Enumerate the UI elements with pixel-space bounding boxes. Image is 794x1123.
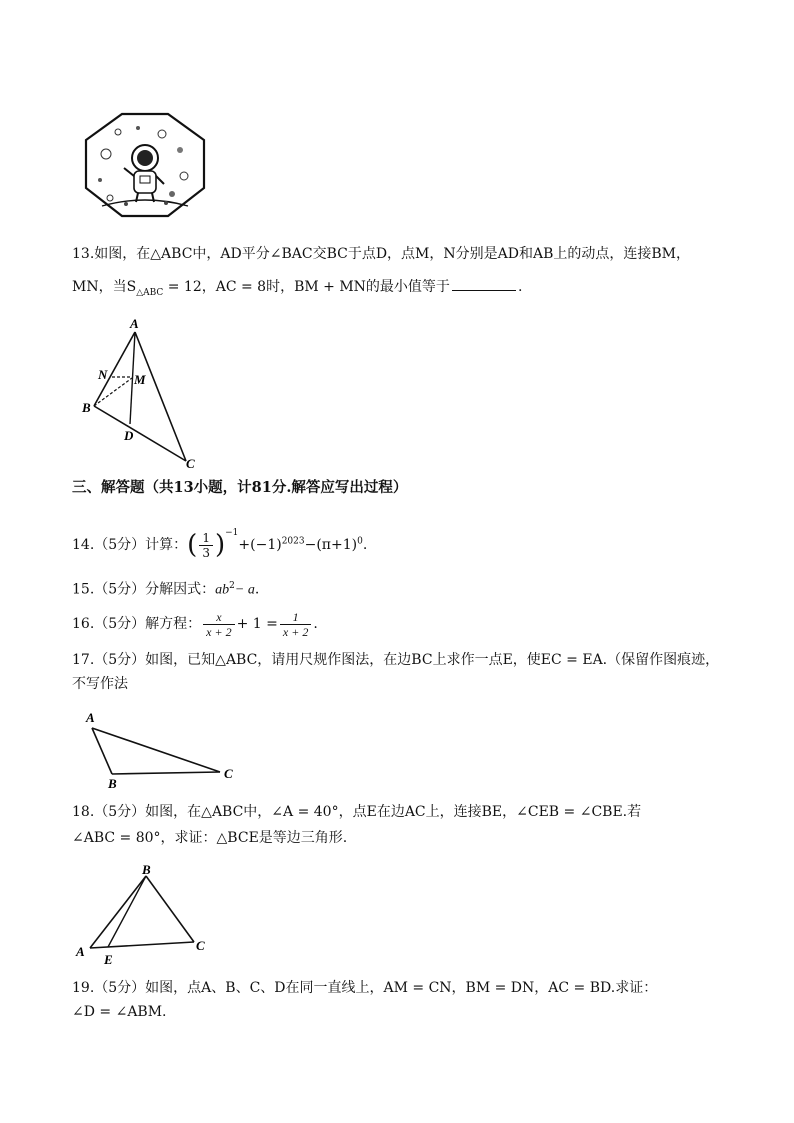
q17-label-A: A — [86, 710, 95, 725]
q15-exp: 2 — [229, 581, 235, 591]
q15-expr-a: ab — [215, 582, 230, 598]
q13-text-line2b: = 12，AC = 8时，BM + MN的最小值等于 — [167, 279, 450, 295]
q14-prefix: 14.（5分）计算： — [72, 537, 188, 553]
q16-line — [72, 606, 318, 642]
q14-exp3: 0 — [357, 536, 363, 547]
q13-answer-blank[interactable] — [452, 276, 516, 291]
q16-rhs-den: x + 2 — [282, 624, 309, 639]
q18-label-E: E — [104, 952, 113, 966]
q16-mid: + 1 = — [236, 616, 278, 632]
q13-number: 13. — [72, 246, 95, 262]
q16-rhs-fraction — [280, 610, 311, 639]
q17-label-C: C — [224, 766, 233, 781]
q13-line1 — [72, 244, 690, 264]
q19-line2: ∠D = ∠ABM. — [72, 1004, 167, 1020]
q14-exp1: −1 — [225, 528, 239, 538]
q14-right-paren: ) — [214, 530, 226, 560]
q16-lhs-num: x — [203, 610, 234, 625]
q14-line — [72, 518, 368, 560]
q17-line2: 不写作法 — [72, 676, 128, 692]
q17-line1: 17.（5分）如图，已知△ABC，请用尺规作图法，在边BC上求作一点E，使EC = EA.（保留作图痕迹， — [72, 652, 720, 668]
q18-triangle-figure — [72, 860, 222, 966]
q14-fraction — [199, 531, 213, 560]
q16-rhs-num: 1 — [280, 610, 311, 625]
q18-label-B: B — [142, 862, 151, 877]
q13-triangle-figure — [80, 316, 210, 472]
q14-tail: −(π+1) — [304, 537, 358, 553]
q16-period: . — [313, 616, 318, 632]
q19-line1: 19.（5分）如图，点A、B、C、D在同一直线上，AM = CN，BM = DN，AC = BD.求证： — [72, 980, 658, 996]
section3-heading: 三、解答题（共13小题，计81分.解答应写出过程） — [72, 479, 408, 496]
q16-lhs-fraction — [203, 610, 234, 639]
q13-label-B: B — [82, 400, 91, 415]
q14-frac-num: 1 — [199, 531, 213, 546]
q13-period: . — [517, 279, 523, 295]
q14-period: . — [362, 537, 368, 553]
q18-line2: ∠ABC = 80°，求证：△BCE是等边三角形. — [72, 830, 348, 846]
astronaut-octagon-illustration — [80, 110, 210, 222]
q16-prefix: 16.（5分）解方程： — [72, 616, 202, 632]
q13-label-M: M — [134, 372, 146, 387]
q18-line1: 18.（5分）如图，在△ABC中，∠A = 40°，点E在边AC上，连接BE，∠CEB = ∠CBE.若 — [72, 804, 642, 820]
q13-text-line2a: MN，当S — [72, 279, 137, 295]
q13-label-N: N — [98, 367, 108, 382]
q13-text-line1: 如图，在△ABC中，AD平分∠BAC交BC于点D，点M，N分别是AD和AB上的动点，连接BM， — [94, 246, 691, 262]
q14-exp2: 2023 — [281, 536, 305, 547]
q17-triangle-figure — [80, 708, 250, 790]
q13-area-subscript: △ABC — [136, 287, 164, 298]
q15-prefix: 15.（5分）分解因式： — [72, 581, 216, 598]
q15-period: . — [254, 581, 260, 598]
q16-lhs-den: x + 2 — [206, 624, 232, 639]
q14-left-paren: ( — [187, 530, 198, 560]
q14-mid: +(−1) — [238, 537, 282, 553]
q13-line2 — [72, 276, 522, 303]
q13-label-D: D — [124, 428, 134, 443]
q15-line — [72, 576, 259, 601]
q14-frac-den: 3 — [202, 545, 210, 560]
q13-label-C: C — [186, 456, 195, 471]
q13-label-A: A — [130, 316, 139, 331]
q18-label-A: A — [76, 944, 85, 959]
q15-expr-b: − a — [234, 582, 255, 598]
q18-label-C: C — [196, 938, 205, 953]
q17-label-B: B — [108, 776, 117, 790]
